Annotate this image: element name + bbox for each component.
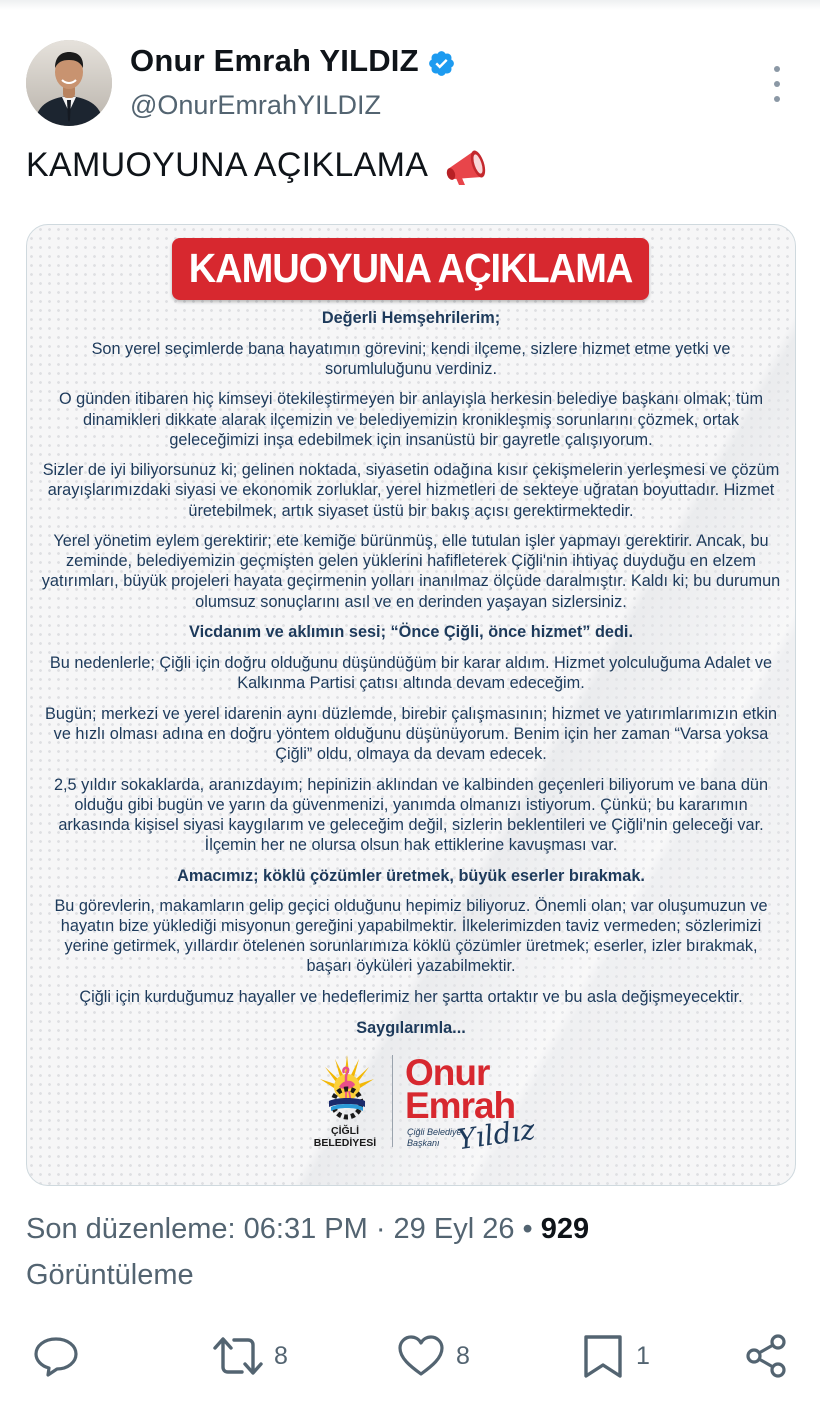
signature-logos [307,1051,537,1155]
reply-button[interactable] [32,1328,80,1384]
statement-paragraph: Bu görevlerin, makamların gelip geçici olduğunu hepimiz biliyoruz. Önemli olan; var oluşumuzun ve hayatın bize yüklediği misyonun gereğini yapabilmektir. İlkelerimizden taviz vermeden; sözlerimizi yerine getirmek, yıllardır ötelenen sorunlarımıza köklü çözümler üretmek; eserler, izler bırakmak, başarı öyküleri yazabilmektir. [54,897,768,976]
bookmark-icon [580,1332,626,1380]
meta-separator: • [514,1213,541,1245]
statement-paragraph: Sizler de iyi biliyorsunuz ki; gelinen noktada, siyasetin odağına kısır çekişmelerin yerleşmesi ve çözüm arayışlarımızdaki siyasi ve ekonomik zorluklar, yerel hizmetleri de sekteye uğratan boyuttadır. Hizmet üretebilmek, artık siyaset üstü bir bakış açısı gerektirmektedir. [42,461,780,520]
avatar-photo [26,40,112,126]
statement-paragraph: Yerel yönetim eylem gerektirir; ete kemiğe bürünmüş, elle tutulan işler yapmayı gerektirir. Ancak, bu zeminde, belediyemizin geçmişten gelen yüklerini hafifleterek Çiğli'nin ihtiyaç duyduğu en elzem yatırımları, büyük projeleri hayata geçirmenin yolları inanılmaz ölçüde daralmıştır. Kaldı ki; bu durumun olumsuz sonuçlarını asıl ve en derinden yaşayan sizlersiniz. [41,532,781,611]
top-divider [0,0,820,10]
retweet-icon [212,1333,264,1379]
statement-heading: Saygılarımla... [356,1018,466,1037]
statement-heading: Vicdanım ve aklımın sesi; “Önce Çiğli, önce hizmet” dedi. [189,623,633,642]
views-count: 929 [540,1213,590,1245]
author-avatar[interactable] [26,40,112,126]
author-handle[interactable]: @OnurEmrahYILDIZ [130,90,381,120]
retweet-count: 8 [274,1341,288,1370]
bookmark-button[interactable] [580,1328,650,1384]
verified-badge-icon [427,49,456,78]
cigli-municipality-logo [315,1051,379,1121]
heart-icon [396,1333,446,1379]
author-name[interactable]: Onur Emrah YILDIZ [130,43,419,78]
statement-heading: Amacımız; köklü çözümler üretmek, büyük eserler bırakmak. [177,866,645,885]
statement-heading: Değerli Hemşehrilerim; [321,309,501,327]
megaphone-emoji-icon [444,143,490,187]
tweet-meta [26,1206,726,1298]
brand-middle-name: Emrah [405,1085,516,1126]
statement-paragraph: Bugün; merkezi ve yerel idarenin aynı düzlemde, birebir çalışmasının; hizmet ve yatırımlarımızın etkin ve hızlı olması adına en doğru yöntem olduğunu düşünüyorum. Benim için her zaman “Varsa yoksa Çiğli” oldu, olmaya da devam edecek. [44,704,778,763]
statement-banner [172,238,649,300]
like-count: 8 [456,1341,470,1370]
tweet-actions [0,1328,820,1384]
statement-paragraph: Çiğli için kurduğumuz hayaller ve hedeflerimiz her şartta ortaktır ve bu asla değişmeyecektir. [79,988,743,1007]
reply-icon [32,1333,80,1379]
statement-image[interactable] [26,224,796,1186]
statement-paragraph: O günden itibaren hiç kimseyi ötekileştirmeyen bir anlayışla herkesin belediye başkanı olmak; tüm dinamikleri dikkate alarak ilçemizin ve belediyemizin kronikleşmiş sorunlarını çözmek, ortak geleceğimizi inşa edebilmek için insanüstü bir gayretle çalışıyorum. [58,390,764,449]
statement-banner-title: KAMUOYUNA AÇIKLAMA [188,245,633,292]
tweet-text: KAMUOYUNA AÇIKLAMA [26,146,429,184]
municipality-name-line1: ÇİĞLİ [331,1125,359,1137]
handwritten-signature: Yıldız [455,1112,537,1157]
share-button[interactable] [744,1328,790,1384]
statement-body [41,308,781,1049]
municipality-name-line2: BELEDİYESİ [313,1137,377,1149]
municipality-name [307,1125,383,1149]
views-label: Görüntüleme [26,1259,194,1291]
share-icon [744,1333,790,1379]
logo-divider [392,1055,393,1147]
more-options-icon[interactable] [762,66,792,102]
bookmark-count: 1 [636,1341,650,1370]
like-button[interactable] [396,1328,470,1384]
statement-paragraph: Son yerel seçimlerde bana hayatımın görevini; kendi ilçeme, sizlere hizmet etme yetki ve sorumluluğunu verdiniz. [91,339,731,378]
brand-first-name: Onur [405,1052,490,1093]
edited-timestamp[interactable]: Son düzenleme: 06:31 PM · 29 Eyl 26 [26,1213,515,1245]
retweet-button[interactable] [212,1328,288,1384]
brand-title: Çiğli Belediye Başkanı [407,1127,462,1148]
statement-paragraph: 2,5 yıldır sokaklarda, aranızdayım; hepinizin aklından ve kalbinden geçenleri biliyorum ve bana dün olduğu gibi bugün ve yarın da güvenmenizi, yanımda olmanızı istiyorum. Çünkü; bu kararımın arkasında kişisel siyasi kaygılarım ve geleceğim değil, sizlerin beklentileri ve Çiğli'nin geleceği var. İlçemin her ne olursa olsun hak ettiklerine kavuşması var. [53,775,769,854]
statement-paragraph: Bu nedenlerle; Çiğli için doğru olduğunu düşündüğüm bir karar aldım. Hizmet yolculuğuma Adalet ve Kalkınma Partisi çatısı altında devam edeceğim. [49,653,773,692]
